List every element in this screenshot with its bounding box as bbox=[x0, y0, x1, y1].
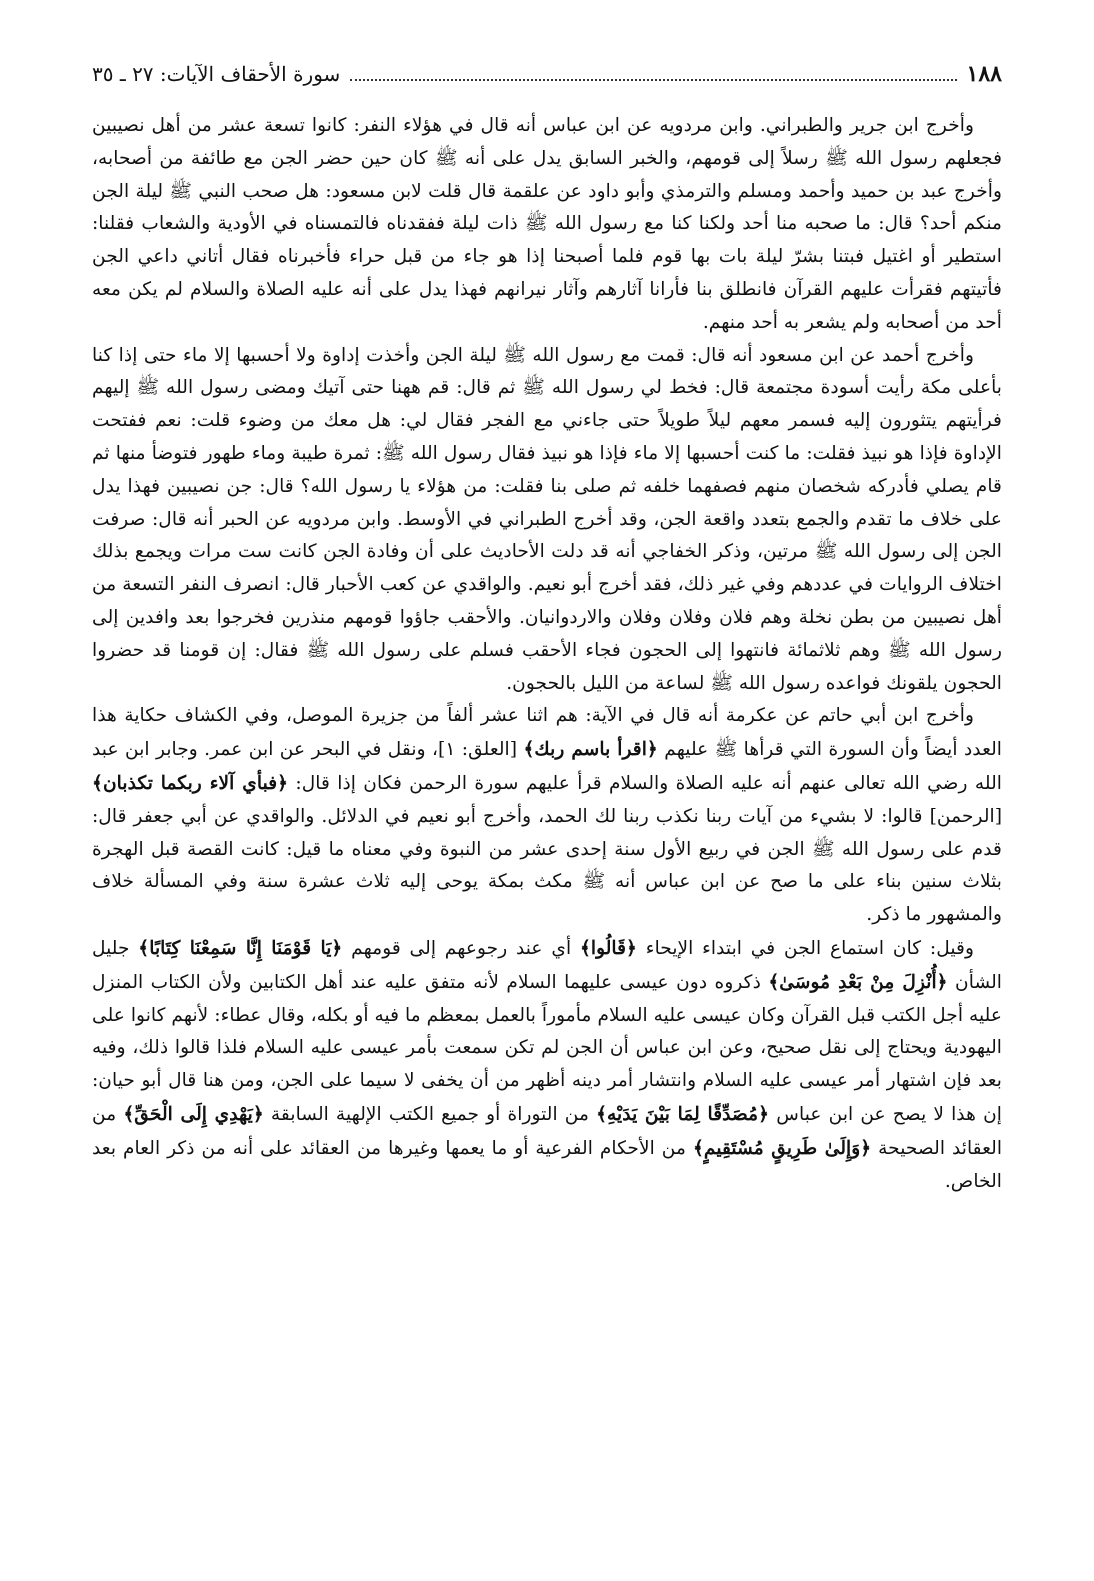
quran-quote: ﴿مُصَدِّقًا لِمَا بَيْنَ يَدَيْهِ﴾ bbox=[596, 1102, 770, 1125]
quran-quote: ﴿قَالُوا﴾ bbox=[579, 936, 638, 959]
text-segment: وأخرج أحمد عن ابن مسعود أنه قال: قمت مع رسول الله ﷺ ليلة الجن وأخذت إداوة ولا أحسبها إلا ماء حتى إذا كنا بأعلى مكة رأيت أسودة مجتمعة قال: فخط لي رسول الله ﷺ ثم قال: قم ههنا حتى آتيك ومضى رسول الله ﷺ إليهم فرأيتهم يتثورون إليه فسمر معهم ليلاً طويلاً حتى جاءني مع الفجر فقال لي: هل معك من وضوء قلت: نعم ففتحت الإداوة فإذا هو نبيذ فقلت: ما كنت أحسبها إلا ماء فإذا هو نبيذ فقال رسول الله ﷺ: ثمرة طيبة وماء طهور فتوضأ منها ثم قام يصلي فأدركه شخصان منهم فصفهما خلفه ثم صلى بنا فقلت: من هؤلاء يا رسول الله؟ قال: جن نصيبين فهذا يدل على خلاف ما تقدم والجمع بتعدد واقعة الجن، وقد أخرج الطبراني في الأوسط. وابن مردويه عن الحبر أنه قال: صرفت الجن إلى رسول الله ﷺ مرتين، وذكر الخفاجي أنه قد دلت الأحاديث على أن وفادة الجن كانت ست مرات ويجمع بذلك اختلاف الروايات في عددهم وفي غير ذلك، فقد أخرج أبو نعيم. والواقدي عن كعب الأحبار قال: انصرف النفر التسعة من أهل نصيبين من بطن نخلة وهم فلان وفلان وفلان والاردوانيان. والأحقب جاؤوا قومهم منذرين فخرجوا بعد وافدين إلى رسول الله ﷺ وهم ثلاثمائة فانتهوا إلى الحجون فجاء الأحقب فسلم على رسول الله ﷺ فقال: إن قومنا قد حضروا الحجون يلقونك فواعده رسول الله ﷺ لساعة من الليل بالحجون. bbox=[92, 344, 1002, 694]
text-segment: وقيل: كان استماع الجن في ابتداء الإيحاء bbox=[637, 937, 974, 959]
text-segment: من العقائد الصحيحة bbox=[92, 1103, 1003, 1159]
quran-quote: ﴿يَا قَوْمَنَا إِنَّا سَمِعْنَا كِتَابًا﴾ bbox=[138, 936, 343, 959]
text-segment: [العلق: ١]، ونقل في البحر عن ابن عمر. وجابر ابن عبد الله رضي الله تعالى عنهم أنه عليه الصلاة والسلام قرأ عليهم سورة الرحمن فكان إذا قال: bbox=[92, 739, 1002, 794]
running-title: سورة الأحقاف الآيات: ٢٧ ـ ٣٥ bbox=[92, 62, 341, 86]
text-segment: من التوراة أو جميع الكتب الإلهية السابقة bbox=[263, 1103, 597, 1125]
page-number: ١٨٨ bbox=[966, 61, 1002, 87]
paragraph bbox=[92, 932, 1002, 1198]
text-segment: أي عند رجوعهم إلى قومهم bbox=[342, 937, 580, 959]
text-segment: من الأحكام الفرعية أو ما يعمها وغيرها من العقائد على أنه من ذكر العام بعد الخاص. bbox=[92, 1137, 1002, 1192]
body-text bbox=[92, 110, 1002, 1198]
quran-quote: ﴿وَإِلَىٰ طَرِيقٍ مُسْتَقِيمٍ﴾ bbox=[692, 1136, 872, 1159]
page-header bbox=[92, 60, 1002, 88]
text-segment: جليل الشأن bbox=[92, 937, 1002, 993]
header-dotted-leader bbox=[350, 65, 956, 81]
quran-quote: ﴿أُنْزِلَ مِنْ بَعْدِ مُوسَىٰ﴾ bbox=[768, 970, 948, 993]
quran-quote: ﴿يَهْدِي إِلَى الْحَقِّ﴾ bbox=[123, 1102, 264, 1125]
quran-quote: ﴿فبأي آلاء ربكما تكذبان﴾ bbox=[92, 771, 289, 794]
text-segment: ذكروه دون عيسى عليهما السلام لأنه متفق عليه عند أهل الكتابين ولأن الكتاب المنزل عليه أجل الكتب قبل القرآن وكان عيسى عليه السلام مأموراً بالعمل بمعظم ما فيه أو بكله، وقال عطاء: لأنهم كانوا على اليهودية ويحتاج إلى نقل صحيح، وعن ابن عباس أن الجن لم تكن سمعت بأمر عيسى عليه السلام فلذا قالوا ذلك، وفيه بعد فإن اشتهار أمر عيسى عليه السلام وانتشار أمر دينه أظهر من أن يخفى لا سيما على الجن، ومن هنا قال أبو حيان: إن هذا لا يصح عن ابن عباس bbox=[92, 971, 1002, 1125]
paragraph bbox=[92, 110, 1002, 340]
text-segment: [الرحمن] قالوا: لا بشيء من آيات ربنا نكذب ربنا لك الحمد، وأخرج أبو نعيم في الدلائل. والواقدي عن أبي جعفر قال: قدم على رسول الله ﷺ الجن في ربيع الأول سنة إحدى عشر من النبوة وفي معناه ما قيل: كانت القصة قبل الهجرة بثلاث سنين بناء على ما صح عن ابن عباس أنه ﷺ مكث بمكة يوحى إليه ثلاث عشرة سنة وفي المسألة خلاف والمشهور ما ذكر. bbox=[92, 805, 1002, 926]
quran-quote: ﴿اقرأ باسم ربك﴾ bbox=[523, 738, 658, 761]
text-segment: وأخرج ابن أبي حاتم عن عكرمة أنه قال في الآية: هم اثنا عشر ألفاً من جزيرة الموصل، وفي الكشاف حكاية هذا العدد أيضاً وأن السورة التي قرأها ﷺ عليهم bbox=[92, 705, 1003, 761]
text-segment: وأخرج ابن جرير والطبراني. وابن مردويه عن ابن عباس أنه قال في هؤلاء النفر: كانوا تسعة عشر من أهل نصيبين فجعلهم رسول الله ﷺ رسلاً إلى قومهم، والخبر السابق يدل على أنه ﷺ كان حين حضر الجن مع طائفة من أصحابه، وأخرج عبد بن حميد وأحمد ومسلم والترمذي وأبو داود عن علقمة قال قلت لابن مسعود: هل صحب النبي ﷺ ليلة الجن منكم أحد؟ قال: ما صحبه منا أحد ولكنا كنا مع رسول الله ﷺ ذات ليلة ففقدناه فالتمسناه في الأودية والشعاب فقلنا: استطير أو اغتيل فبتنا بشرّ ليلة بات بها قوم فلما أصبحنا إذا هو جاء من قبل حراء فأخبرناه فقال أتاني داعي الجن فأتيتهم فقرأت عليهم القرآن فانطلق بنا فأرانا آثارهم وآثار نيرانهم فهذا يدل على أنه عليه الصلاة والسلام لم يكن معه أحد من أصحابه ولم يشعر به أحد منهم. bbox=[92, 115, 1002, 333]
paragraph bbox=[92, 340, 1002, 701]
paragraph bbox=[92, 700, 1002, 932]
